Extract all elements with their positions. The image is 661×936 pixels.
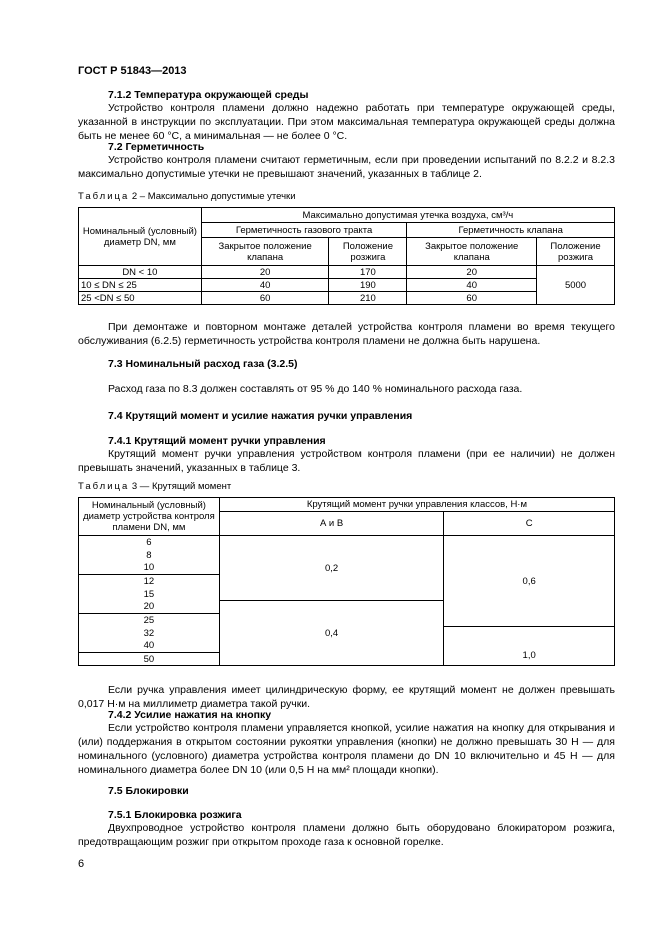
table-row	[79, 266, 615, 279]
table-2-header-ignition-1: Положение розжига	[329, 238, 407, 266]
table-2-header-closed-1: Закрытое положение клапана	[201, 238, 329, 266]
table-row	[79, 292, 615, 305]
table-2-cell: 210	[329, 292, 407, 305]
table-2-cell: 20	[201, 266, 329, 279]
table-2-cell: 25 <DN ≤ 50	[79, 292, 202, 305]
table-2-cell: 40	[201, 279, 329, 292]
table-2-header-closed-2: Закрытое положение клапана	[407, 238, 537, 266]
table-2-header-max-leak: Максимально допустимая утечка воздуха, см³/ч	[201, 208, 614, 223]
table-2-cell: 60	[201, 292, 329, 305]
table-row	[79, 536, 615, 549]
section-7-4-2-title: 7.4.2 Усилие нажатия на кнопку	[108, 709, 272, 721]
section-7-5-1-title: 7.5.1 Блокировка розжига	[108, 809, 242, 821]
table-3-header-class-c: С	[444, 512, 615, 536]
table-3-dn-cell: 40	[79, 640, 220, 653]
section-7-2-text: Устройство контроля пламени считают герметичным, если при проведении испытаний по 8.2.2 и 8.2.3 максимально допустимые утечки не превышают значений, указанных в таблице 2.	[78, 154, 615, 180]
table-3-dn-cell: 12	[79, 575, 220, 588]
document-header: ГОСТ Р 51843—2013	[78, 65, 187, 77]
table-2-cell: 170	[329, 266, 407, 279]
table-3-ab-cell: 0,2	[219, 536, 444, 601]
table-2-header-dn: Номинальный (условный) диаметр DN, мм	[79, 208, 202, 266]
section-7-5-title: 7.5 Блокировки	[108, 785, 189, 797]
table-3-dn-cell: 50	[79, 653, 220, 666]
table-3-dn-cell: 32	[79, 627, 220, 640]
table-2-header-ignition-2: Положение розжига	[537, 238, 615, 266]
section-7-1-2-text: Устройство контроля пламени должно надежно работать при температуре окружающей среды, указанной в инструкции по эксплуатации. При этом максимальная температура окружающей среды должна быть не менее 60 °С, а минимальная — не более 0 °С.	[78, 102, 615, 142]
section-7-4-title: 7.4 Крутящий момент и усилие нажатия ручки управления	[108, 410, 413, 422]
section-7-3-title: 7.3 Номинальный расход газа (3.2.5)	[108, 358, 298, 370]
table-2-merged-value: 5000	[537, 266, 615, 305]
section-7-5-1-text: Двухпроводное устройство контроля пламени должно быть оборудовано блокиратором розжига, предотвращающим розжиг при открытом проходе газа к основной горелке.	[78, 822, 615, 848]
table-2	[78, 207, 615, 305]
table-3-ab-cell: 0,4	[219, 601, 444, 666]
table-2-cell: 20	[407, 266, 537, 279]
table-3-dn-cell: 15	[79, 588, 220, 601]
table-3-header-dn: Номинальный (условный) диаметр устройства контроля пламени DN, мм	[79, 498, 220, 536]
table-3-header-class-ab: А и В	[219, 512, 444, 536]
table-2-cell: 10 ≤ DN ≤ 25	[79, 279, 202, 292]
table-3-dn-cell: 10	[79, 562, 220, 575]
table-2-cell: 60	[407, 292, 537, 305]
section-7-1-2-title: 7.1.2 Температура окружающей среды	[108, 89, 309, 101]
table-3-caption: Таблица 3 — Крутящий момент	[78, 481, 232, 492]
table-2-caption: Таблица 2 – Максимально допустимые утечки	[78, 191, 296, 202]
table-3	[78, 497, 615, 666]
table-2-cell: 40	[407, 279, 537, 292]
table-2-header-gas-tract: Герметичность газового тракта	[201, 223, 407, 238]
section-7-3-text: Расход газа по 8.3 должен составлять от 95 % до 140 % номинального расхода газа.	[108, 383, 523, 395]
table-3-dn-cell: 20	[79, 601, 220, 614]
table-2-header-valve: Герметичность клапана	[407, 223, 615, 238]
page-number: 6	[78, 858, 85, 870]
table-3-header-torque: Крутящий момент ручки управления классов, Н·м	[219, 498, 614, 512]
table-3-c-cell: 1,0	[444, 627, 615, 666]
table-3-dn-cell: 8	[79, 549, 220, 562]
section-7-2-title: 7.2 Герметичность	[108, 141, 205, 153]
paragraph-after-table-3: Если ручка управления имеет цилиндрическую форму, ее крутящий момент не должен превышать 0,017 Н·м на миллиметр диаметра такой ручки.	[78, 684, 615, 710]
table-2-cell: 190	[329, 279, 407, 292]
section-7-4-1-text: Крутящий момент ручки управления устройством контроля пламени (при ее наличии) не должен превышать значений, указанных в таблице 3.	[78, 448, 615, 474]
section-7-4-2-text: Если устройство контроля пламени управляется кнопкой, усилие нажатия на кнопку для открывания и (или) поддержания в открытом состоянии рукоятки управления (кнопки) не должно превышать 30 Н — для номинального (условного) диаметра устройства контроля пламени до DN 10 включительно и 45 Н — для номинального диаметра более DN 10 (или 0,5 Н на мм² площади кнопки).	[78, 722, 615, 776]
section-7-4-1-title: 7.4.1 Крутящий момент ручки управления	[108, 435, 326, 447]
table-3-c-cell: 0,6	[444, 536, 615, 627]
table-row	[79, 279, 615, 292]
table-3-dn-cell: 6	[79, 536, 220, 549]
table-3-dn-cell: 25	[79, 614, 220, 627]
table-2-cell: DN < 10	[79, 266, 202, 279]
paragraph-after-table-2: При демонтаже и повторном монтаже деталей устройства контроля пламени во время текущего обслуживания (6.2.5) герметичность устройства контроля пламени не должна быть нарушена.	[78, 321, 615, 347]
